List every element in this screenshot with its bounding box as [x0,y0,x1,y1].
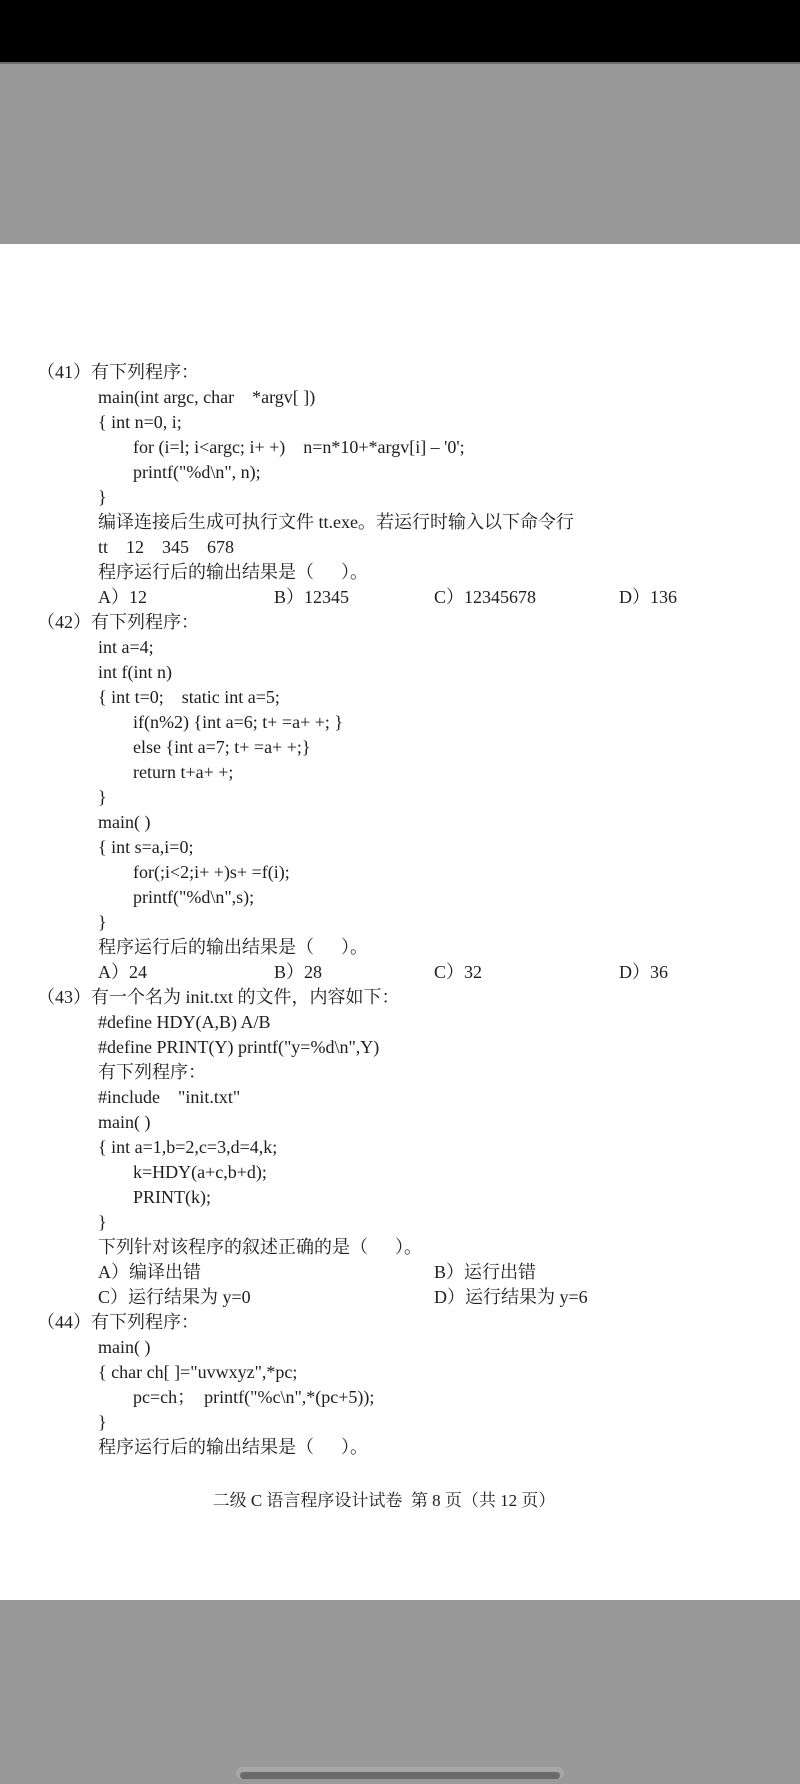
answer-option: A）编译出错 [98,1262,201,1282]
answer-option: C）32 [434,962,483,982]
code-line: int a=4; [98,637,154,657]
code-line: for (i=l; i<argc; i+ +) n=n*10+*argv[i] – '0'; [133,437,465,457]
page-footer: 二级 C 语言程序设计试卷 第 8 页（共 12 页） [212,1491,556,1510]
answer-options-row [0,1285,800,1310]
scrollbar-handle[interactable] [240,1772,560,1779]
code-line: return t+a+ +; [133,762,234,782]
answer-options-row [0,960,800,985]
code-line: main( ) [98,1337,151,1357]
code-line: 程序运行后的输出结果是（ ）。 [98,937,368,957]
code-line: #define PRINT(Y) printf("y=%d\n",Y) [98,1037,380,1057]
code-line: printf("%d\n", n); [133,462,261,482]
code-line: else {int a=7; t+ =a+ +;} [133,737,311,757]
code-line: PRINT(k); [133,1187,211,1207]
code-line: pc=ch； printf("%c\n",*(pc+5)); [133,1387,375,1407]
answer-option: B）运行出错 [434,1262,537,1282]
code-line: 有下列程序： [98,1062,206,1082]
code-line: k=HDY(a+c,b+d); [133,1162,267,1182]
code-line: } [98,1412,107,1432]
code-line: if(n%2) {int a=6; t+ =a+ +; } [133,712,343,732]
question-line: （44）有下列程序： [37,1312,199,1332]
answer-option: C）运行结果为 y=0 [98,1287,251,1307]
code-line: } [98,487,107,507]
code-line: 程序运行后的输出结果是（ ）。 [98,1437,368,1457]
code-line: 程序运行后的输出结果是（ ）。 [98,562,368,582]
answer-options-row [0,585,800,610]
code-line: { int a=1,b=2,c=3,d=4,k; [98,1137,278,1157]
answer-option: D）136 [619,587,677,607]
code-line: main(int argc, char *argv[ ]) [98,387,316,407]
code-line: } [98,912,107,932]
viewer-background-top [0,62,800,244]
exam-lines [0,360,800,1460]
code-line: #include "init.txt" [98,1087,241,1107]
question-line: （42）有下列程序： [37,612,199,632]
viewer-background-bottom [0,1600,800,1784]
code-line: { char ch[ ]="uvwxyz",*pc; [98,1362,298,1382]
answer-option: D）36 [619,962,668,982]
code-line: tt 12 345 678 [98,537,235,557]
code-line: main( ) [98,812,151,832]
answer-option: A）24 [98,962,147,982]
status-bar [0,0,800,62]
code-line: #define HDY(A,B) A/B [98,1012,271,1032]
answer-options-row [0,1260,800,1285]
code-line: } [98,1212,107,1232]
code-line: { int t=0; static int a=5; [98,687,280,707]
code-line: } [98,787,107,807]
answer-option: C）12345678 [434,587,537,607]
answer-option: B）12345 [274,587,350,607]
code-line: int f(int n) [98,662,172,682]
code-line: printf("%d\n",s); [133,887,255,907]
code-line: main( ) [98,1112,151,1132]
code-line: 下列针对该程序的叙述正确的是（ ）。 [98,1237,422,1257]
answer-option: D）运行结果为 y=6 [434,1287,588,1307]
code-line: for(;i<2;i+ +)s+ =f(i); [133,862,290,882]
answer-option: A）12 [98,587,147,607]
code-line: { int s=a,i=0; [98,837,194,857]
answer-option: B）28 [274,962,323,982]
question-line: （41）有下列程序： [37,362,199,382]
question-line: （43）有一个名为 init.txt 的文件，内容如下： [37,987,400,1007]
code-line: 编译连接后生成可执行文件 tt.exe。若运行时输入以下命令行 [98,512,574,532]
code-line: { int n=0, i; [98,412,182,432]
exam-page [0,244,800,1600]
